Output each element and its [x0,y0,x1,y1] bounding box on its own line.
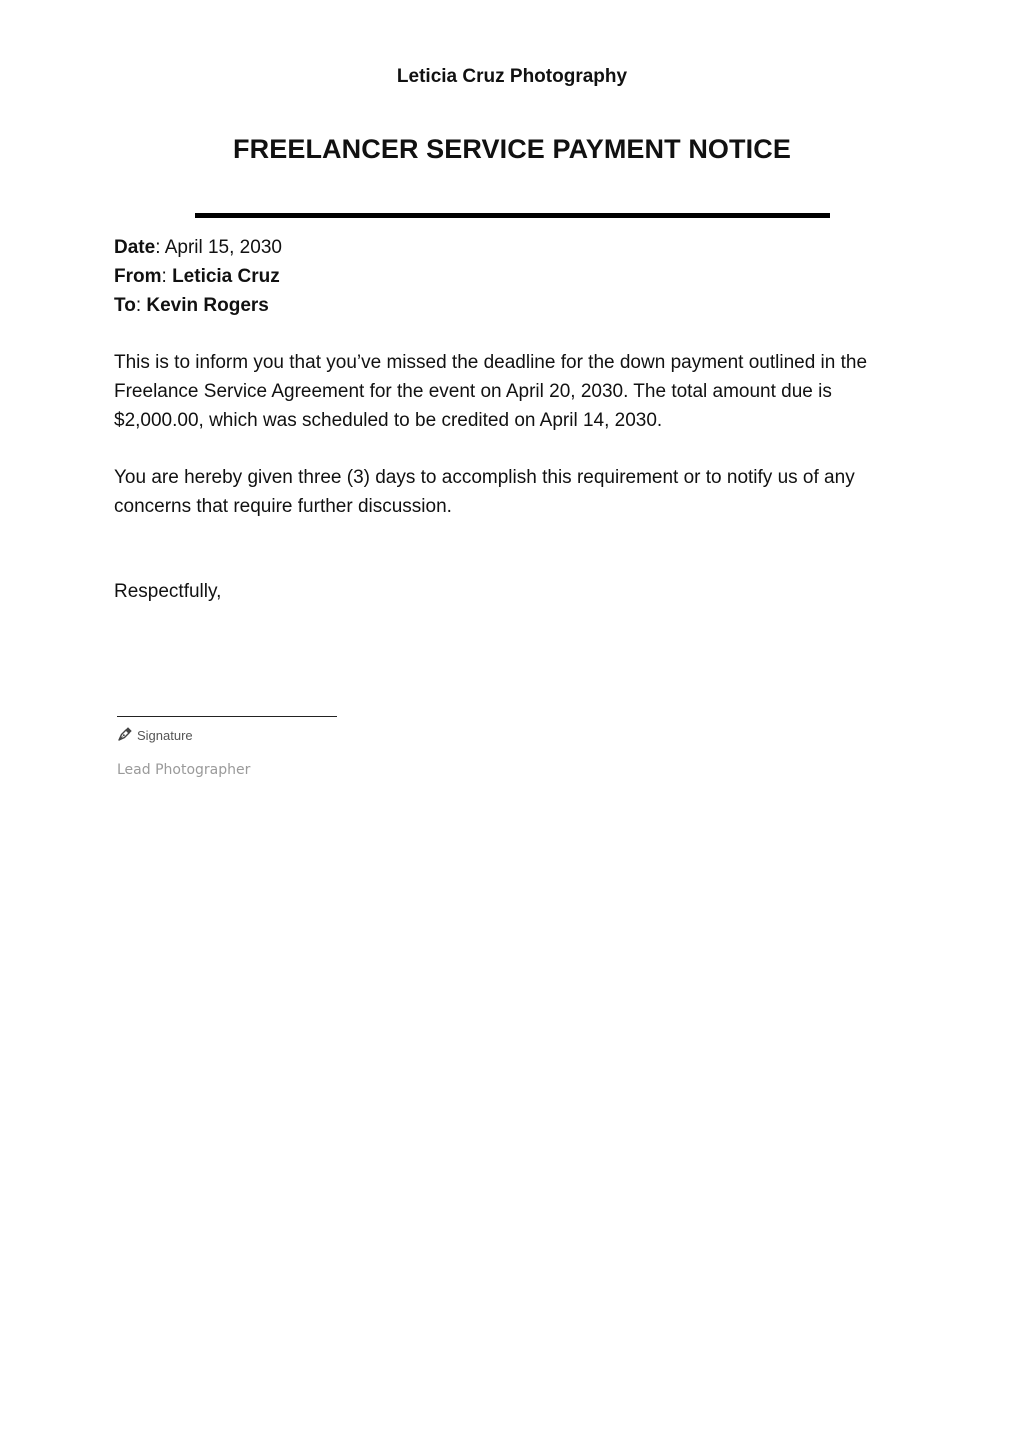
closing: Respectfully, [114,581,222,602]
date-row: Date: April 15, 2030 [114,237,282,258]
signature-field[interactable] [117,726,193,745]
signer-role: Lead Photographer [117,762,251,778]
signature-line [117,716,337,717]
signature-label: Signature [137,728,193,743]
from-value: Leticia Cruz [172,266,280,287]
to-row: To: Kevin Rogers [114,295,269,316]
to-value: Kevin Rogers [146,295,269,316]
to-label: To [114,295,136,316]
body-paragraph-1: This is to inform you that you’ve missed the deadline for the down payment outlined in the Freelance Service Agreement for the event on April 20, 2030. The total amount due is $2,000.00, which was scheduled to be credited on April 14, 2030. [114,352,868,431]
date-value: April 15, 2030 [164,237,282,258]
from-row: From: Leticia Cruz [114,266,280,287]
from-label: From [114,266,162,287]
body-paragraph-2: You are hereby given three (3) days to accomplish this requirement or to notify us of any concerns that require further discussion. [114,467,855,517]
title-divider [195,213,830,218]
page-title: FREELANCER SERVICE PAYMENT NOTICE [233,134,791,164]
notice-meta [114,233,894,320]
date-label: Date [114,237,156,258]
pen-nib-icon [117,726,137,745]
company-name: Leticia Cruz Photography [396,66,628,87]
